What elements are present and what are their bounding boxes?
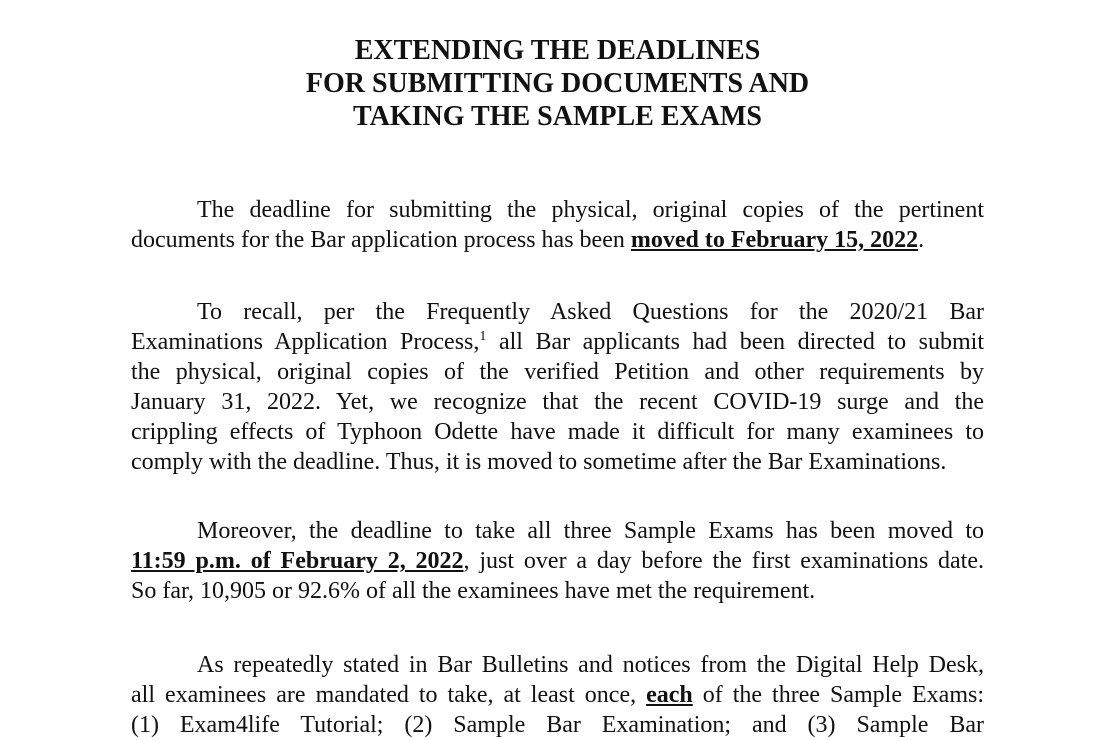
paragraph-line: [131, 225, 984, 255]
footnote-marker: 1: [479, 329, 487, 344]
text-run: Examinations Application Process,: [131, 329, 480, 355]
paragraph-line: comply with the deadline. Thus, it is moved to sometime after the Bar Examinations.: [131, 449, 947, 475]
text-run: documents for the Bar application process has been: [131, 227, 631, 253]
text-run: all examinees are mandated to take, at least once,: [131, 682, 647, 708]
title-line-3: TAKING THE SAMPLE EXAMS: [353, 101, 762, 132]
paragraph-line: [131, 680, 984, 710]
title-line-2: FOR SUBMITTING DOCUMENTS AND: [305, 68, 810, 99]
paragraph-mandate: [131, 650, 984, 740]
document-title: [0, 34, 1115, 133]
title-line-1: EXTENDING THE DEADLINES: [354, 35, 761, 66]
paragraph-line: Moreover, the deadline to take all three Sample Exams has been moved to: [197, 518, 984, 544]
text-run: all Bar applicants had been directed to submit: [486, 329, 984, 355]
paragraph-line: To recall, per the Frequently Asked Questions for the 2020/21 Bar: [197, 299, 984, 325]
paragraph-line: The deadline for submitting the physical, original copies of the pertinent: [197, 197, 984, 223]
each-emphasis: each: [646, 682, 693, 708]
text-run: of the three Sample Exams:: [692, 682, 984, 708]
paragraph-sample-exams-deadline: [131, 516, 984, 606]
sample-exam-deadline-emphasis: 11:59 p.m. of February 2, 2022: [131, 548, 464, 574]
text-run: , just over a day before the first examinations date.: [463, 548, 984, 574]
paragraph-line: As repeatedly stated in Bar Bulletins and notices from the Digital Help Desk,: [197, 652, 984, 678]
paragraph-line: January 31, 2022. Yet, we recognize that the recent COVID-19 surge and the: [131, 389, 984, 415]
paragraph-line: [131, 546, 984, 576]
new-deadline-emphasis: moved to February 15, 2022: [630, 227, 919, 253]
paragraph-line: So far, 10,905 or 92.6% of all the examinees have met the requirement.: [131, 578, 816, 604]
paragraph-document-deadline: [131, 195, 984, 255]
text-run: [131, 329, 486, 355]
paragraph-line: [131, 327, 984, 357]
paragraph-line: (1) Exam4life Tutorial; (2) Sample Bar Examination; and (3) Sample Bar: [131, 712, 984, 738]
paragraph-line: the physical, original copies of the verified Petition and other requirements by: [131, 359, 984, 385]
paragraph-line: crippling effects of Typhoon Odette have made it difficult for many examinees to: [131, 419, 984, 445]
text-run: .: [918, 227, 925, 253]
paragraph-recall: [131, 297, 984, 477]
